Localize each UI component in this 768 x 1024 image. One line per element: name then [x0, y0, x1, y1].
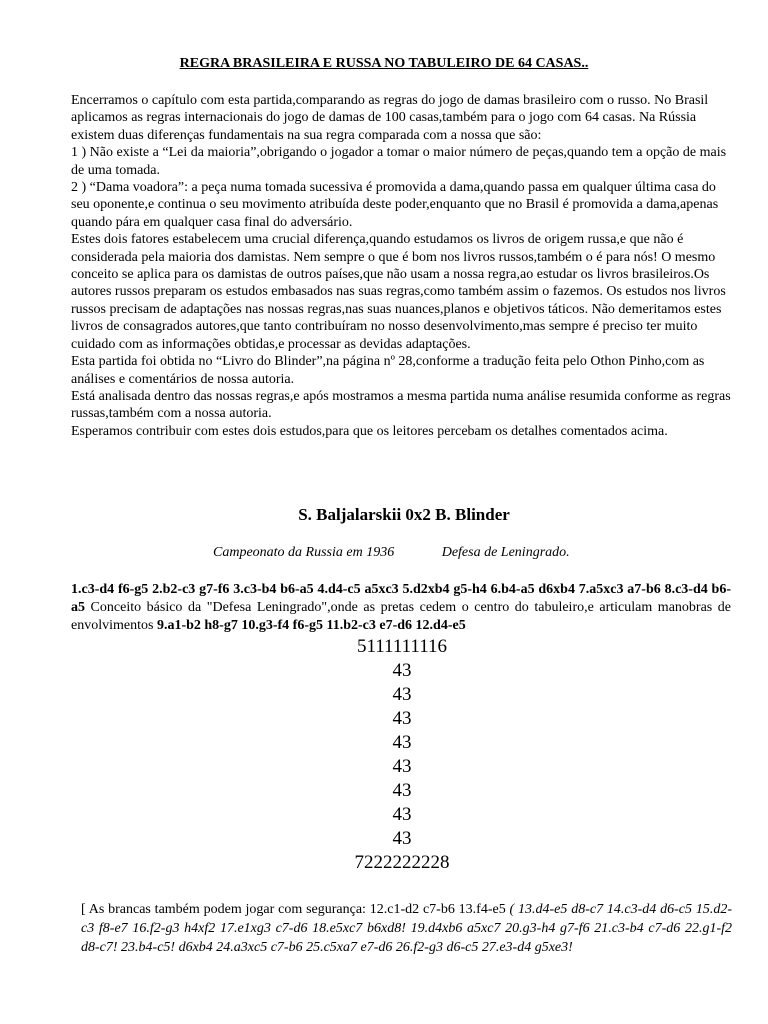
game-opening: Defesa de Leningrado. — [441, 545, 570, 560]
board-row: 5111111116 — [356, 636, 448, 657]
board-row: 43 — [392, 780, 412, 801]
intro-paragraph: 2 ) “Dama voadora”: a peça numa tomada sucessiva é promovida a dama,quando passa em qualquer última casa do seu oponente,e continua o seu movimento atribuída deste poder,enquanto que no Brasil é promovida a dama,apenas quando pára em qualquer casa final do adversário. — [71, 180, 719, 230]
game-event-line — [213, 545, 768, 561]
intro-paragraph: 1 ) Não existe a “Lei da maioria”,obrigando o jogador a tomar o maior número de peças,quando tem a opção de mais de uma tomada. — [71, 145, 727, 178]
board-row: 43 — [392, 804, 412, 825]
note-italic: ( 13.d4-e5 d8-c7 14.c3-d4 d6-c5 15.d2-c3 f8-e7 16.f2-g3 h4xf2 17.e1xg3 c7-d6 18.e5xc7 b6xd8! 19.d4xb6 a5xc7 20.g3-h4 g7-f6 21.c3-b4 c7-d6 22.g1-f2 d8-c7! 23.b4-c5! d6xb4 24.a3xc5 c7-b6 25.c5xa7 e7-d6 26.f2-g3 d6-c5 27.e3-d4 g5xe3! — [81, 902, 732, 955]
intro-paragraph: Estes dois fatores estabelecem uma crucial diferença,quando estudamos os livros de origem russa,e que não é considerada pela maioria dos damistas. Nem sempre o que é bom nos livros russos,também o é para nós! O mesmo conceito se aplica para os damistas de outros países,que não usam a nossa regra,ao estudar os livros brasileiros.Os autores russos preparam os estudos embasados nas suas regras,como também assim o fazemos. Os estudos nos livros russos precisam de adaptações nas nossas regras,nas suas nuances,planos e objetivos táticos. Não demeritamos estes livros de consagrados autores,que tanto contribuíram no nosso desenvolvimento,mas sempre é preciso ter muito cuidado com as informações obtidas,e processar as devidas adaptações. — [71, 232, 726, 352]
moves-bold-2: 9.a1-b2 h8-g7 10.g3-f4 f6-g5 11.b2-c3 e7-d6 12.d4-e5 — [156, 618, 466, 633]
board-row: 7222222228 — [354, 852, 450, 873]
board-row: 43 — [392, 732, 412, 753]
analysis-note — [81, 900, 732, 957]
board-row: 43 — [392, 756, 412, 777]
intro-paragraph: Esperamos contribuir com estes dois estudos,para que os leitores percebam os detalhes comentados acima. — [71, 423, 668, 439]
game-title: S. Baljalarskii 0x2 B. Blinder — [298, 505, 510, 524]
board-row: 43 — [392, 660, 412, 681]
game-event: Campeonato da Russia em 1936 — [213, 545, 395, 560]
board-row: 43 — [392, 708, 412, 729]
intro-paragraph: Encerramos o capítulo com esta partida,comparando as regras do jogo de damas brasileiro com o russo. No Brasil aplicamos as regras internacionais do jogo de damas de 100 casas,também para o jogo com 64 casas. Na Rússia existem duas diferenças fundamentais na sua regra comparada com a nossa que são: — [71, 93, 709, 143]
moves-bold-1: 1.c3-d4 f6-g5 2.b2-c3 g7-f6 3.c3-b4 b6-a5 4.d4-c5 a5xc3 5.d2xb4 g5-h4 6.b4-a5 d6xb4 7.a5xc3 a7-b6 8.c3-d4 b6-a5 — [71, 582, 731, 615]
board-diagram-placeholder — [0, 635, 768, 875]
intro-paragraph: Está analisada dentro das nossas regras,e após mostramos a mesma partida numa análise resumida conforme as regras russas,também com a nossa autoria. — [71, 388, 731, 422]
board-row: 43 — [392, 684, 412, 705]
document-title: REGRA BRASILEIRA E RUSSA NO TABULEIRO DE 64 CASAS.. — [179, 56, 589, 71]
board-row: 43 — [392, 828, 412, 849]
intro-text — [71, 92, 731, 440]
note-plain: [ As brancas também podem jogar com segurança: 12.c1-d2 c7-b6 13.f4-e5 — [81, 902, 510, 917]
moves-comment: Conceito básico da "Defesa Leningrado",onde as pretas cedem o centro do tabuleiro,e articulam manobras de envolvimentos — [71, 600, 731, 633]
game-moves — [71, 581, 731, 635]
intro-paragraph: Esta partida foi obtida no “Livro do Blinder”,na página nº 28,conforme a tradução feita pelo Othon Pinho,com as análises e comentários de nossa autoria. — [71, 354, 705, 387]
